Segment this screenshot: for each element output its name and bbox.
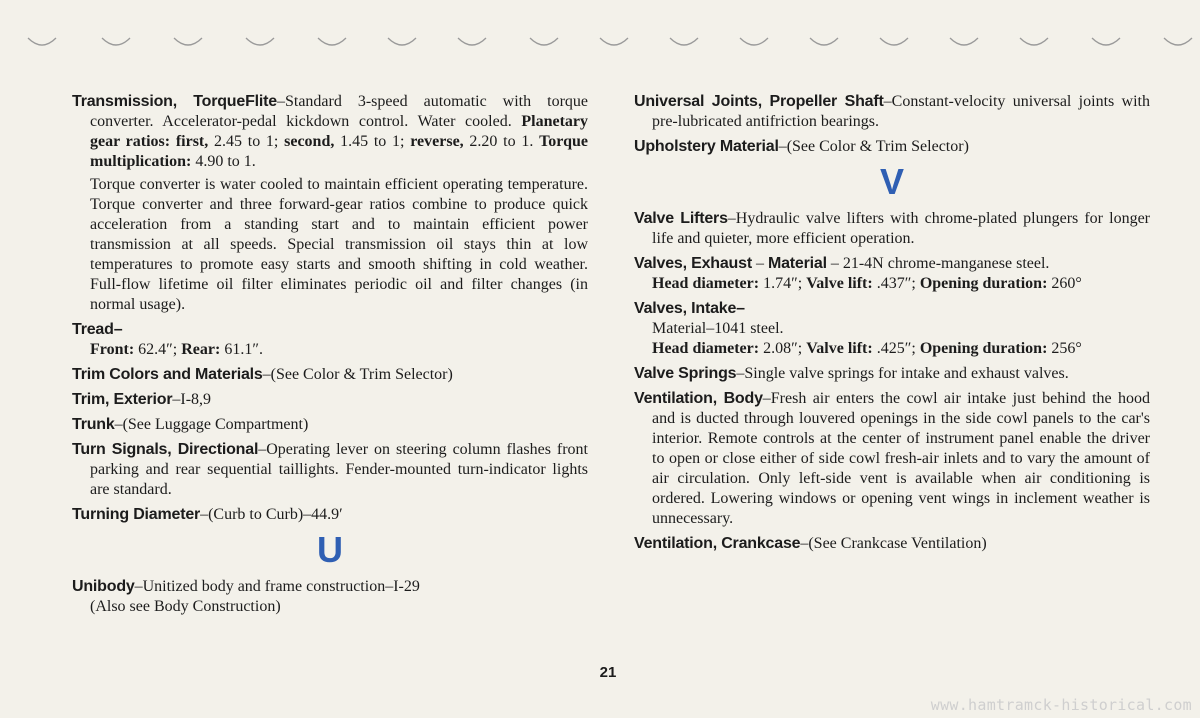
term-universal-joints: Universal Joints, Propeller Shaft	[634, 93, 884, 110]
turning-diameter-line	[72, 505, 588, 525]
term-transmission: Transmission, TorqueFlite	[72, 93, 277, 110]
upholstery-line	[634, 137, 1150, 157]
tread-values	[72, 340, 588, 360]
term-tread: Tread–	[72, 321, 123, 338]
valves-intake-term-line	[634, 299, 1150, 319]
term-ventilation-crankcase: Ventilation, Crankcase	[634, 535, 801, 552]
transmission-text-1: –Standard 3-speed automatic with torque converter. Accelerator-pedal kickdown control. Water cooled.	[90, 93, 588, 130]
entry-trim-colors	[72, 365, 588, 385]
intake-lift-value: .425″;	[872, 340, 920, 357]
section-letter-v: V	[879, 161, 904, 202]
intake-material: Material–1041 steel.	[652, 320, 784, 337]
valves-exhaust-line	[634, 254, 1150, 274]
term-unibody: Unibody	[72, 578, 135, 595]
valves-intake-specs	[634, 339, 1150, 359]
turn-signals-text: –Operating lever on steering column flashes front parking and rear sequential taillights. Fender-mounted turn-indicator lights are standard.	[90, 441, 588, 498]
spiral-binding-holes	[0, 0, 1200, 70]
term-upholstery: Upholstery Material	[634, 138, 779, 155]
valves-exhaust-specs	[634, 274, 1150, 294]
intake-duration-value: 256°	[1047, 340, 1082, 357]
entry-valve-lifters	[634, 209, 1150, 249]
ventilation-crankcase-text: –(See Crankcase Ventilation)	[800, 535, 987, 552]
term-valves-intake: Valves, Intake–	[634, 300, 745, 317]
trim-exterior-line	[72, 390, 588, 410]
transmission-paragraph-1	[72, 92, 588, 172]
entry-turning-diameter	[72, 505, 588, 525]
trim-colors-text: –(See Color & Trim Selector)	[262, 366, 453, 383]
turning-diameter-text: –(Curb to Curb)–44.9′	[200, 506, 343, 523]
term-valves-exhaust: Valves, Exhaust	[634, 255, 752, 272]
key-exhaust-opening-duration: Opening duration:	[919, 275, 1048, 292]
valve-springs-line	[634, 364, 1150, 384]
entry-universal-joints	[634, 92, 1150, 132]
entry-ventilation-crankcase	[634, 534, 1150, 554]
key-exhaust-valve-lift: Valve lift:	[806, 275, 873, 292]
entry-turn-signals	[72, 440, 588, 500]
key-exhaust-material: Material	[767, 255, 827, 272]
page-number: 21	[599, 664, 617, 681]
intake-head-value: 2.08″;	[759, 340, 807, 357]
transmission-text-3: 1.45 to 1;	[334, 133, 411, 150]
entry-valves-intake	[634, 299, 1150, 359]
key-rear: Rear:	[181, 341, 221, 358]
key-reverse: reverse,	[410, 133, 464, 150]
entry-upholstery	[634, 137, 1150, 157]
tread-rear-value: 61.1″.	[220, 341, 264, 358]
term-valve-lifters: Valve Lifters	[634, 210, 728, 227]
turn-signals-line	[72, 440, 588, 500]
term-turning-diameter: Turning Diameter	[72, 506, 201, 523]
transmission-paragraph-2: Torque converter is water cooled to maintain efficient operating temperature. Torque converter and three forward-gear ratios combine to produce quick acceleration from a standing start and to maintain efficient power transmission at all speeds. Special transmission oil stays thin at low temperatures to promote easy starts and smooth shifting in cold weather. Full-flow lifetime oil filter eliminates periodic oil and filter changes (in normal usage).	[90, 176, 588, 313]
key-intake-opening-duration: Opening duration:	[919, 340, 1048, 357]
term-trunk: Trunk	[72, 416, 115, 433]
entry-ventilation-body	[634, 389, 1150, 529]
term-ventilation-body: Ventilation, Body	[634, 390, 763, 407]
transmission-text-4: 2.20 to 1.	[463, 133, 540, 150]
term-turn-signals: Turn Signals, Directional	[72, 441, 259, 458]
trim-colors-line	[72, 365, 588, 385]
trim-exterior-text: –I-8,9	[172, 391, 212, 408]
entry-unibody	[72, 577, 588, 617]
exhaust-lift-value: .437″;	[872, 275, 920, 292]
entry-trim-exterior	[72, 390, 588, 410]
tread-front-value: 62.4″;	[134, 341, 182, 358]
unibody-text: –Unitized body and frame construction–I-29	[134, 578, 420, 595]
key-intake-head-diameter: Head diameter:	[652, 340, 760, 357]
exhaust-head-value: 1.74″;	[759, 275, 807, 292]
valve-lifters-text: –Hydraulic valve lifters with chrome-plated plungers for longer life and quieter, more efficient operation.	[652, 210, 1150, 247]
key-torque-multiplication: Torque multiplication:	[90, 133, 589, 170]
valve-lifters-line	[634, 209, 1150, 249]
transmission-text-2: 2.45 to 1;	[208, 133, 285, 150]
entry-valve-springs	[634, 364, 1150, 384]
trunk-text: –(See Luggage Compartment)	[114, 416, 309, 433]
universal-joints-text: –Constant-velocity universal joints with pre-lubricated antifriction bearings.	[652, 93, 1150, 130]
key-intake-valve-lift: Valve lift:	[806, 340, 873, 357]
watermark: www.hamtramck-historical.com	[930, 696, 1192, 714]
term-trim-colors: Trim Colors and Materials	[72, 366, 263, 383]
entry-tread	[72, 320, 588, 360]
entry-transmission	[72, 92, 588, 315]
ventilation-body-text: –Fresh air enters the cowl air intake just behind the hood and is ducted through louvered openings in the side cowl panels to the car's interior. Remote controls at the center of instrument panel enable the driver to open or close either of side cowl fresh-air inlets and to vary the amount of air circulation. Only left-side vent is available when air conditioning is ordered. Lowering windows or opening vent wings in inclement weather is unnecessary.	[652, 390, 1150, 527]
valve-springs-text: –Single valve springs for intake and exhaust valves.	[736, 365, 1069, 382]
ventilation-crankcase-line	[634, 534, 1150, 554]
transmission-text-5: 4.90 to 1.	[191, 153, 256, 170]
term-valve-springs: Valve Springs	[634, 365, 737, 382]
key-exhaust-head-diameter: Head diameter:	[652, 275, 760, 292]
universal-joints-line	[634, 92, 1150, 132]
entry-valves-exhaust	[634, 254, 1150, 294]
term-trim-exterior: Trim, Exterior	[72, 391, 173, 408]
key-planetary-first: Planetary gear ratios: first,	[90, 113, 588, 150]
valves-exhaust-dash: –	[751, 255, 768, 272]
ventilation-body-line	[634, 389, 1150, 529]
section-letter-u: U	[317, 529, 343, 570]
exhaust-duration-value: 260°	[1047, 275, 1082, 292]
left-column	[72, 92, 588, 622]
key-front: Front:	[90, 341, 135, 358]
trunk-line	[72, 415, 588, 435]
tread-term-line	[72, 320, 588, 340]
upholstery-text: –(See Color & Trim Selector)	[778, 138, 969, 155]
right-column	[634, 92, 1150, 559]
key-second: second,	[284, 133, 335, 150]
entry-trunk	[72, 415, 588, 435]
unibody-line	[72, 577, 588, 597]
exhaust-material-value: – 21-4N chrome-manganese steel.	[826, 255, 1050, 272]
unibody-cont: (Also see Body Construction)	[90, 598, 281, 615]
